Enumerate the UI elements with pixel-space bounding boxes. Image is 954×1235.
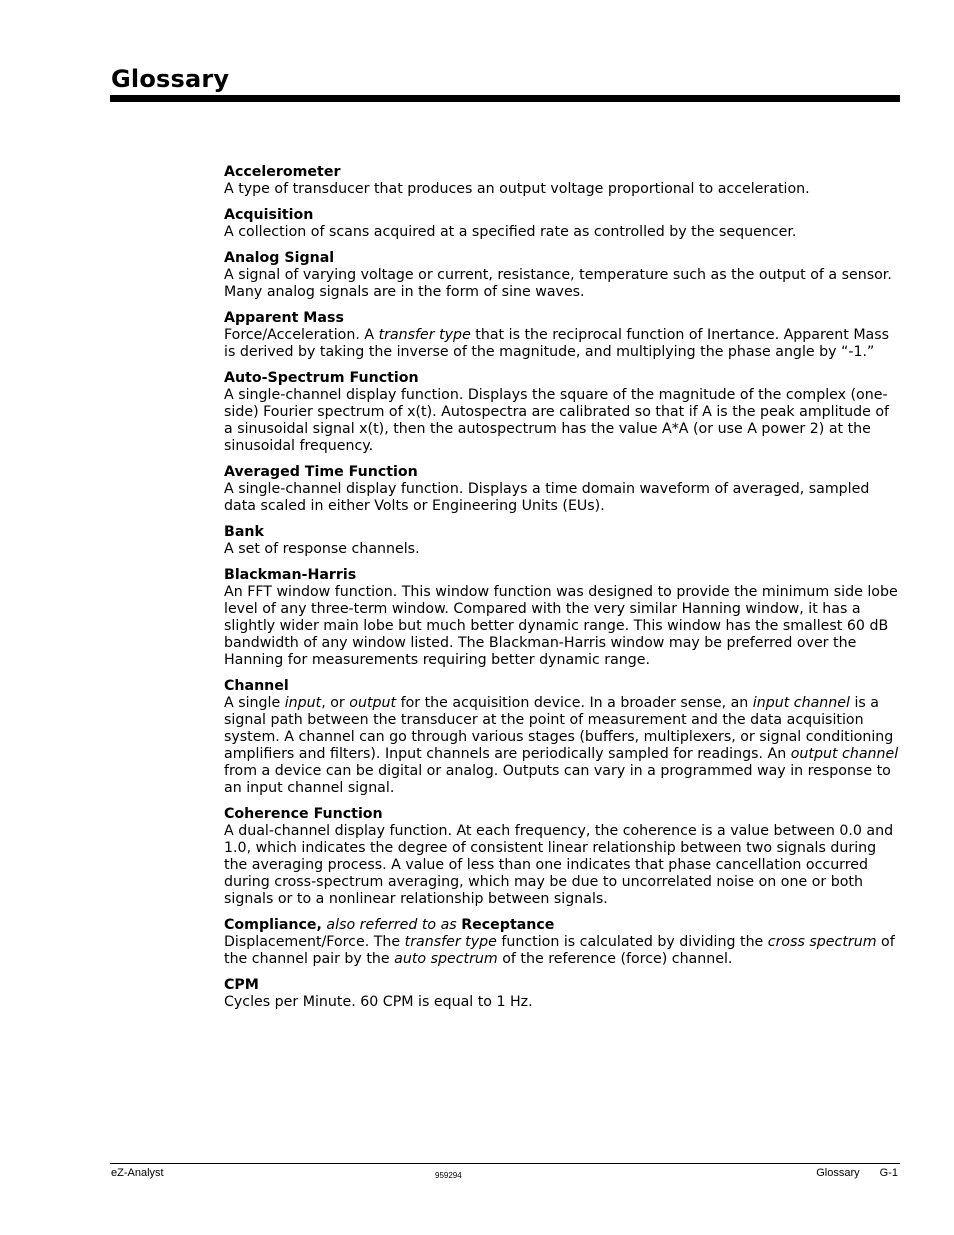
title-rule — [110, 95, 900, 102]
definition-emphasis: auto spectrum — [394, 951, 498, 967]
footer-section-name: Glossary — [816, 1167, 860, 1179]
definition-text: A single-channel display function. Displays the square of the magnitude of the complex (one-side) Fourier spectrum of x(t). Autospectra are calibrated so that if A is the peak amplitude of a sinusoidal signal x(t), then the autospectrum has the value A*A (or use A power 2) at the sinusoidal frequency. — [224, 387, 890, 454]
glossary-definition — [224, 181, 900, 198]
glossary-term — [224, 164, 900, 181]
glossary-term-text: Averaged Time Function — [224, 464, 418, 480]
footer-page-number: G-1 — [879, 1167, 898, 1179]
glossary-term-text: Acquisition — [224, 207, 314, 223]
glossary-term — [224, 678, 900, 695]
glossary-term — [224, 464, 900, 481]
glossary-term — [224, 977, 900, 994]
glossary-entry — [224, 917, 900, 968]
glossary-term-alias: Receptance — [461, 917, 555, 933]
glossary-definition — [224, 327, 900, 361]
glossary-term — [224, 370, 900, 387]
glossary-term — [224, 806, 900, 823]
glossary-term-text: Channel — [224, 678, 289, 694]
glossary-entry — [224, 678, 900, 797]
definition-emphasis: transfer type — [378, 327, 471, 343]
glossary-entry — [224, 370, 900, 455]
glossary-term-text: Bank — [224, 524, 264, 540]
glossary-entry — [224, 977, 900, 1011]
definition-emphasis: input — [284, 695, 322, 711]
glossary-entry — [224, 567, 900, 669]
glossary-term — [224, 207, 900, 224]
definition-text: A collection of scans acquired at a specified rate as controlled by the sequencer. — [224, 224, 797, 240]
definition-text: Cycles per Minute. 60 CPM is equal to 1 Hz. — [224, 994, 533, 1010]
definition-text: is a signal path between the transducer at the point of measurement and the data acquisition system. A channel can go through various stages (buffers, multiplexers, or signal conditioning amplifiers and filters). Input channels are periodically sampled for readings. An — [224, 695, 894, 762]
definition-text: A set of response channels. — [224, 541, 420, 557]
glossary-definition — [224, 267, 900, 301]
glossary-term — [224, 310, 900, 327]
glossary-term-text: Coherence Function — [224, 806, 383, 822]
footer-page-info — [816, 1166, 898, 1180]
glossary-definition — [224, 994, 900, 1011]
glossary-definition — [224, 481, 900, 515]
footer-rule — [110, 1163, 900, 1164]
glossary-definition — [224, 823, 900, 908]
glossary-definition — [224, 584, 900, 669]
definition-text: of the channel pair by the — [224, 934, 895, 967]
glossary-term-text: Compliance, — [224, 917, 322, 933]
glossary-entry — [224, 464, 900, 515]
glossary-term — [224, 250, 900, 267]
definition-emphasis: output channel — [790, 746, 899, 762]
page-title: Glossary — [111, 65, 230, 93]
definition-text: Force/Acceleration. A — [224, 327, 379, 343]
glossary-term-text: Auto-Spectrum Function — [224, 370, 419, 386]
glossary-entry — [224, 250, 900, 301]
definition-emphasis: input channel — [752, 695, 850, 711]
glossary-list — [224, 164, 900, 1020]
definition-text: A single-channel display function. Displays a time domain waveform of averaged, sampled data scaled in either Volts or Engineering Units (EUs). — [224, 481, 870, 514]
footer-product-name: eZ-Analyst — [111, 1167, 164, 1179]
glossary-definition — [224, 224, 900, 241]
definition-text: from a device can be digital or analog. Outputs can vary in a programmed way in response to an input channel signal. — [224, 763, 891, 796]
definition-text: Displacement/Force. The — [224, 934, 405, 950]
glossary-term-text: Accelerometer — [224, 164, 341, 180]
glossary-term — [224, 567, 900, 584]
glossary-definition — [224, 695, 900, 797]
glossary-entry — [224, 806, 900, 908]
glossary-term-text: CPM — [224, 977, 259, 993]
definition-text: for the acquisition device. In a broader sense, an — [396, 695, 753, 711]
glossary-entry — [224, 207, 900, 241]
glossary-entry — [224, 164, 900, 198]
glossary-entry — [224, 524, 900, 558]
glossary-term-text: Apparent Mass — [224, 310, 344, 326]
glossary-definition — [224, 387, 900, 455]
glossary-term-text: Blackman-Harris — [224, 567, 357, 583]
glossary-entry — [224, 310, 900, 361]
definition-text: A signal of varying voltage or current, resistance, temperature such as the output of a sensor. Many analog signals are in the form of sine waves. — [224, 267, 892, 300]
definition-text: A dual-channel display function. At each frequency, the coherence is a value between 0.0 and 1.0, which indicates the degree of consistent linear relationship between two signals during the averaging process. A value of less than one indicates that phase cancellation occurred during cross-spectrum averaging, which may be due to uncorrelated noise on one or both signals or to a nonlinear relationship between signals. — [224, 823, 894, 907]
glossary-term-aside: also referred to as — [321, 917, 462, 933]
definition-text: that is the reciprocal function of Inertance. Apparent Mass is derived by taking the inverse of the magnitude, and multiplying the phase angle by “-1.” — [224, 327, 890, 360]
definition-text: of the reference (force) channel. — [497, 951, 733, 967]
definition-text: A single — [224, 695, 285, 711]
glossary-term-text: Analog Signal — [224, 250, 335, 266]
glossary-definition — [224, 541, 900, 558]
glossary-definition — [224, 934, 900, 968]
definition-text: function is calculated by dividing the — [496, 934, 768, 950]
definition-text: An FFT window function. This window function was designed to provide the minimum side lobe level of any three-term window. Compared with the very similar Hanning window, it has a slightly wider main lobe but much better dynamic range. This window has the smallest 60 dB bandwidth of any window listed. The Blackman-Harris window may be preferred over the Hanning for measurements requiring better dynamic range. — [224, 584, 898, 668]
definition-text: , or — [321, 695, 350, 711]
footer-document-number: 959294 — [435, 1171, 462, 1180]
definition-emphasis: transfer type — [404, 934, 497, 950]
glossary-term — [224, 524, 900, 541]
glossary-term — [224, 917, 900, 934]
definition-emphasis: output — [349, 695, 397, 711]
definition-emphasis: cross spectrum — [767, 934, 877, 950]
definition-text: A type of transducer that produces an output voltage proportional to acceleration. — [224, 181, 810, 197]
